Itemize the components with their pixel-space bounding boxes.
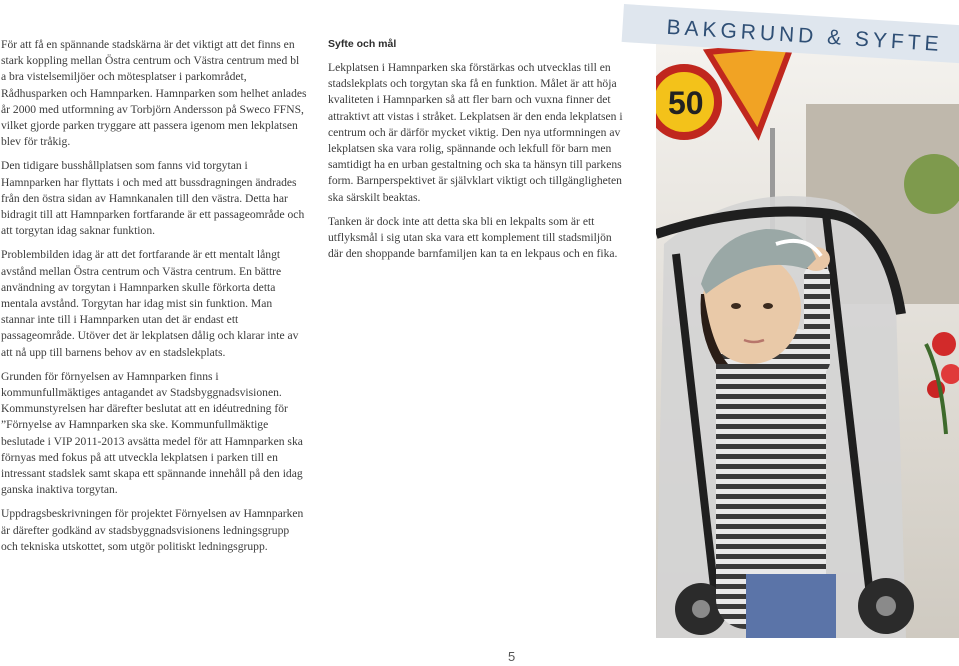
- photo-illustration: [656, 44, 959, 638]
- body-paragraph: För att få en spännande stadskärna är det viktigt att det finns en stark koppling mellan Östra centrum och Västra centrum med bl a bra vistelsemiljöer och mötesplatser i parkområdet, Rådhusparken och Hamnparken. Hamnparken som helhet anlades år 2000 med utformning av Torbjörn Andersson på Sweco FFNS, vilket gjorde parken tryggare att passera igenom men lekplatsen blev för tråkig.: [1, 38, 307, 149]
- section-heading: Syfte och mål: [328, 38, 397, 50]
- middle-text-column: [328, 37, 628, 270]
- body-paragraph: Tanken är dock inte att detta ska bli en lekpalts som är ett utflyksmål i sig utan ska vara ett komplement till stadsmiljön där den shoppande barnfamiljen kan ta en lekpaus och en fika.: [328, 214, 618, 261]
- speed-sign-number: 50: [668, 85, 704, 121]
- section-title: BAKGRUND & SYFTE: [665, 15, 944, 57]
- body-paragraph: Grunden för förnyelsen av Hamnparken finns i kommunfullmäktiges antagandet av Stadsbyggnadsvisionen. Kommunstyrelsen har därefter beslutat att en idéutredning för ”Förnyelse av Hamnparken ska ske. Kommunfullmäktige beslutade i VIP 2011-2013 avsätta medel för att Hamnparken ska förnyas med fokus på att utveckla lekplatsen i parken till en intressant stadslek samt skapa ett spännande innehåll på den idag ganska inaktiva torgytan.: [1, 369, 303, 497]
- page-number: 5: [508, 649, 516, 664]
- body-paragraph: Den tidigare busshållplatsen som fanns vid torgytan i Hamnparken har flyttats i och med att bussdragningen ändrades från den östra sidan av Hamnkanalen till den västra. Detta har bidragit till att Hamnparken fortfarande är ett passageområde och att torgytan idag saknar funktion.: [1, 159, 305, 238]
- child-with-stroller-photo: [656, 44, 959, 638]
- body-paragraph: Problembilden idag är att det fortfarande är ett mentalt långt avstånd mellan Östra centrum och Västra centrum. En bättre användning av torgytan i Hamnparken skulle förkorta detta mentala avstånd. Torgytan har idag mist sin funktion. Man stannar inte till i Hamnparken utan det är endast ett passageområde. Utöver det är lekplatsen dålig och klarar inte av att nå upp till barnens behov av en stadslekplats.: [1, 248, 299, 359]
- left-text-column: [1, 37, 307, 563]
- body-paragraph: Uppdragsbeskrivningen för projektet Förnyelsen av Hamnparken är därefter godkänd av stadsbyggnadsvisionens ledningsgrupp och tekniska utskottet, som utgör politiskt ledningsgrupp.: [1, 507, 304, 553]
- body-paragraph: Lekplatsen i Hamnparken ska förstärkas och utvecklas till en stadslekplats och torgytan ska få en funktion. Målet är att höja kvaliteten i Hamnparken så att fler barn och vuxna finner det attraktivt att vistas i stråket. Lekplatsen är den enda lekplatsen i centrum och är därför mycket viktig. Den nya utformningen av lekplatsen ska vara rolig, spännande och lekfull för barn men samtidigt ha en urban gestaltning och ska ta hänsyn till parkens form. Barnperspektivet är självklart viktigt och tillgängligheten ska särskilt beaktas.: [328, 61, 623, 204]
